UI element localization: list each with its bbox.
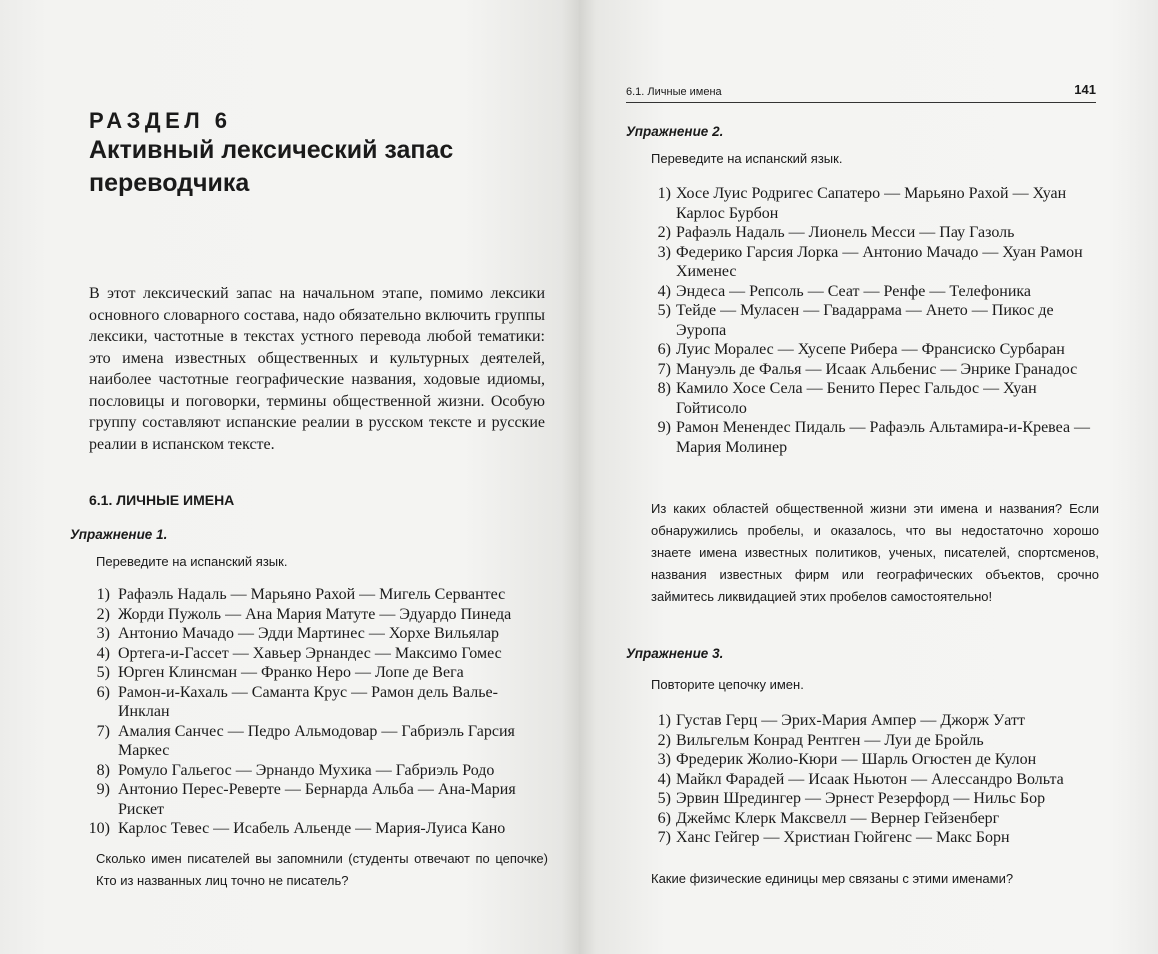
item-text: Ортега-и-Гассет — Хавьер Эрнандес — Максимо Гомес <box>118 644 502 662</box>
section-title: Активный лексический запас переводчика <box>89 136 454 197</box>
list-item <box>649 770 1099 790</box>
item-text: Амалия Санчес — Педро Альмодовар — Габриэль Гарсия Маркес <box>118 722 515 759</box>
item-number: 5) <box>96 664 110 681</box>
list-item <box>649 711 1099 731</box>
item-text: Тейде — Муласен — Гвадаррама — Ането — Пикос де Эуропа <box>676 302 1054 339</box>
list-item <box>649 301 1099 340</box>
list-item <box>649 731 1099 751</box>
section-label: РАЗДЕЛ 6 <box>89 108 232 133</box>
item-text: Рафаэль Надаль — Марьяно Рахой — Мигель Сервантес <box>118 586 506 603</box>
exercise-2-title: Упражнение 2. <box>626 124 724 139</box>
item-text: Густав Герц — Эрих-Мария Ампер — Джорж Уатт <box>676 712 1025 729</box>
item-text: Федерико Гарсия Лорка — Антонио Мачадо — Хуан Рамон Хименес <box>676 243 1083 280</box>
item-text: Рамон Менендес Пидаль — Рафаэль Альтамира-и-Кревеа — Мария Молинер <box>676 419 1091 456</box>
exercise-1-title: Упражнение 1. <box>70 527 168 542</box>
item-text: Вильгельм Конрад Рентген — Луи де Бройль <box>676 731 984 749</box>
running-title: 6.1. Личные имена <box>626 86 722 98</box>
exercise-1-list <box>88 585 548 839</box>
exercise-1-question: Сколько имен писателей вы запомнили (студенты отвечают по цепочке) Кто из названных лиц точно не писатель? <box>96 851 548 888</box>
list-item <box>96 663 548 683</box>
item-number: 5) <box>657 790 671 807</box>
list-item <box>649 809 1099 829</box>
list-item <box>96 683 548 722</box>
page-number: 141 <box>1074 82 1096 97</box>
running-header <box>626 82 1096 103</box>
item-number: 3) <box>657 243 671 261</box>
item-text: Антонио Перес-Реверте — Бернарда Альба — Ана-Мария Рискет <box>118 781 516 818</box>
list-item <box>96 780 548 819</box>
item-number: 5) <box>657 302 671 319</box>
item-number: 2) <box>657 224 671 241</box>
exercise-2-list <box>649 184 1099 457</box>
exercise-1-instruction: Переведите на испанский язык. <box>96 554 288 569</box>
list-item <box>649 184 1099 223</box>
item-number: 2) <box>96 605 110 623</box>
item-text: Камило Хосе Села — Бенито Перес Гальдос — Хуан Гойтисоло <box>676 380 1037 417</box>
list-item <box>96 761 548 781</box>
item-number: 9) <box>657 419 671 436</box>
item-text: Хосе Луис Родригес Сапатеро — Марьяно Рахой — Хуан Карлос Бурбон <box>676 185 1067 222</box>
exercise-2-question: Из каких областей общественной жизни эти имена и названия? Если обнаружились пробелы, и оказалось, что вы недостаточно хорошо знаете имена известных политиков, ученых, писателей, спортсменов, названия известных фирм или географических объектов, срочно займитесь ликвидацией этих пробелов самостоятельно! <box>651 501 1099 604</box>
item-text: Майкл Фарадей — Исаак Ньютон — Алессандро Вольта <box>676 770 1064 788</box>
item-text: Рамон-и-Кахаль — Саманта Крус — Рамон дель Валье-Инклан <box>118 683 498 720</box>
exercise-3-question: Какие физические единицы мер связаны с этими именами? <box>651 871 1014 886</box>
list-item <box>88 819 548 839</box>
item-number: 10) <box>88 820 110 837</box>
item-text: Антонио Мачадо — Эдди Мартинес — Хорхе Вильялар <box>118 625 500 642</box>
right-page <box>579 0 1158 954</box>
item-number: 4) <box>96 644 110 662</box>
exercise-3-list <box>649 711 1099 848</box>
item-number: 8) <box>96 761 110 779</box>
item-text: Ханс Гейгер — Христиан Гюйгенс — Макс Борн <box>676 829 1010 846</box>
item-number: 1) <box>96 586 110 603</box>
item-text: Юрген Клинсман — Франко Неро — Лопе де Вега <box>118 664 464 681</box>
item-number: 8) <box>657 380 671 397</box>
exercise-2-instruction: Переведите на испанский язык. <box>651 151 843 166</box>
list-item <box>96 624 548 644</box>
item-number: 4) <box>657 770 671 788</box>
item-number: 7) <box>96 722 110 740</box>
item-number: 2) <box>657 731 671 749</box>
list-item <box>649 223 1099 243</box>
item-number: 6) <box>657 341 671 358</box>
list-item <box>649 789 1099 809</box>
item-text: Мануэль де Фалья — Исаак Альбенис — Энрике Гранадос <box>676 360 1078 378</box>
list-item <box>649 379 1099 418</box>
intro-paragraph: В этот лексический запас на начальном этапе, помимо лексики основного словарного состава, надо обязательно включить группы лексики, частотные в текстах устного перевода любой тематики: это имена известных общественных и культурных деятелей, наиболее частотные географические названия, ходовые идиомы, пословицы и поговорки, термины общественной жизни. Особую группу составляют испанские реалии в русском тексте и русские реалии в испанском тексте. <box>89 285 545 453</box>
item-number: 6) <box>657 809 671 827</box>
item-text: Ромуло Гальегос — Эрнандо Мухика — Габриэль Родо <box>118 761 495 779</box>
list-item <box>96 644 548 664</box>
subsection-title: 6.1. ЛИЧНЫЕ ИМЕНА <box>89 492 235 508</box>
list-item <box>649 360 1099 380</box>
list-item <box>649 340 1099 360</box>
item-text: Карлос Тевес — Исабель Альенде — Мария-Луиса Кано <box>118 820 506 837</box>
item-text: Эрвин Шредингер — Эрнест Резерфорд — Нильс Бор <box>676 790 1046 807</box>
item-text: Джеймс Клерк Максвелл — Вернер Гейзенберг <box>676 809 1000 827</box>
item-text: Рафаэль Надаль — Лионель Месси — Пау Газоль <box>676 224 1015 241</box>
list-item <box>96 605 548 625</box>
item-number: 4) <box>657 282 671 300</box>
item-text: Жорди Пужоль — Ана Мария Матуте — Эдуардо Пинеда <box>118 605 512 623</box>
list-item <box>649 243 1099 282</box>
item-number: 9) <box>96 781 110 798</box>
item-text: Луис Моралес — Хусепе Рибера — Франсиско Сурбаран <box>676 341 1065 358</box>
item-number: 1) <box>657 185 671 202</box>
item-number: 7) <box>657 829 671 846</box>
exercise-3-title: Упражнение 3. <box>626 646 724 661</box>
item-number: 3) <box>657 751 671 768</box>
list-item <box>649 828 1099 848</box>
list-item <box>649 282 1099 302</box>
list-item <box>96 722 548 761</box>
item-number: 3) <box>96 625 110 642</box>
item-number: 1) <box>657 712 671 729</box>
item-text: Эндеса — Репсоль — Сеат — Ренфе — Телефоника <box>676 282 1032 300</box>
list-item <box>649 418 1099 457</box>
exercise-3-instruction: Повторите цепочку имен. <box>651 677 804 692</box>
item-number: 7) <box>657 360 671 378</box>
item-number: 6) <box>96 683 110 701</box>
list-item <box>649 750 1099 770</box>
list-item <box>96 585 548 605</box>
item-text: Фредерик Жолио-Кюри — Шарль Огюстен де Кулон <box>676 751 1037 768</box>
